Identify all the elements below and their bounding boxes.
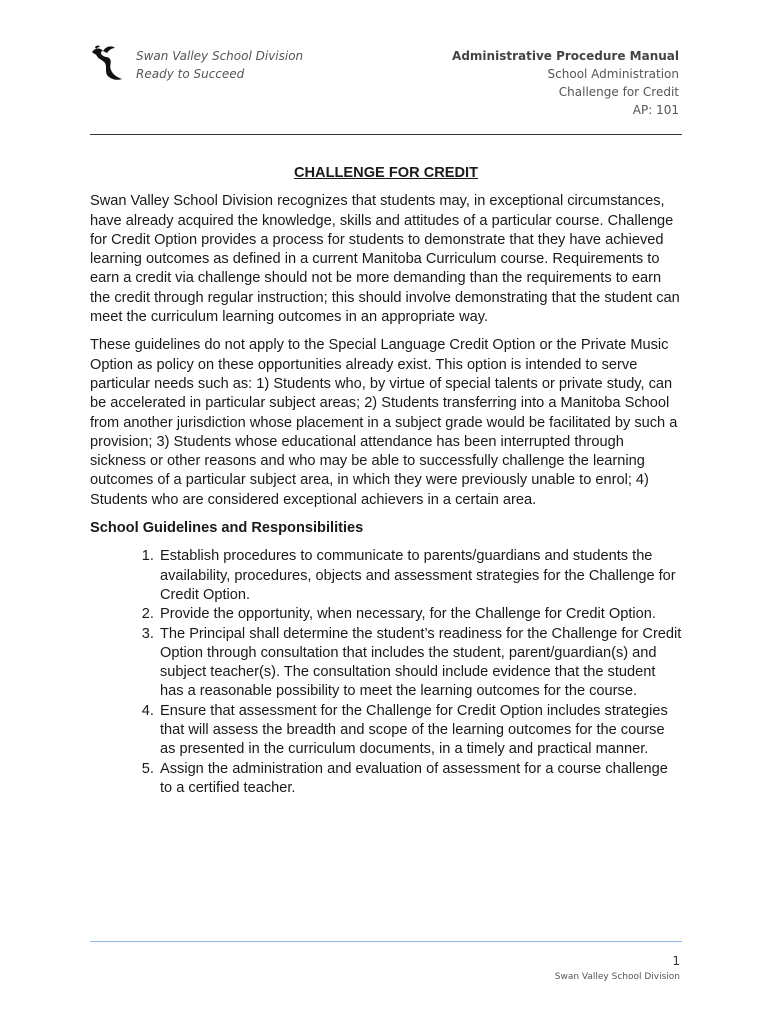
list-item: 4. Ensure that assessment for the Challenge for Credit Option includes strategies that will assess the breadth and scope of the learning outcomes for the course as presented in the curriculum documents, in a timely and practical manner. [158, 702, 682, 760]
list-item: 2. Provide the opportunity, when necessary, for the Challenge for Credit Option. [158, 605, 682, 624]
tagline: Ready to Succeed [136, 67, 245, 81]
paragraph: Swan Valley School Division recognizes that students may, in exceptional circumstances, have already acquired the knowledge, skills and attitudes of a particular course. Challenge for Credit Option provides a process for students to demonstrate that they have achieved learning outcomes as defined in a current Manitoba Curriculum course. Requirements to earn a credit via challenge should not be more demanding than the requirements to earn the credit through regular instruction; this should involve demonstrating that the student can meet the curriculum learning outcomes in an appropriate way. [90, 193, 680, 326]
procedure-code: AP: 101 [632, 103, 679, 117]
footer-org-name: Swan Valley School Division [554, 972, 680, 982]
org-name: Swan Valley School Division [136, 49, 304, 63]
category: School Administration [547, 67, 679, 81]
header-left [136, 47, 303, 83]
list-item: 1. Establish procedures to communicate to parents/guardians and students the availability, procedures, objects and assessment strategies for the Challenge for Credit Option. [158, 547, 682, 605]
swan-logo-icon [90, 44, 124, 82]
document-title: CHALLENGE FOR CREDIT [293, 165, 479, 181]
manual-title: Administrative Procedure Manual [452, 49, 679, 63]
header-divider [90, 134, 682, 135]
paragraph: These guidelines do not apply to the Special Language Credit Option or the Private Music Option as policy on these opportunities already exist. This option is intended to serve particular needs such as: 1) Students who, by virtue of special talents or private study, can be accelerated in particular subject areas; 2) Students transferring into a Manitoba School from another jurisdiction whose placement in a subject grade would be facilitated by such a provision; 3) Students whose educational attendance has been interrupted through sickness or other reasons and who may be able to successfully challenge the learning outcomes of a particular subject area, in which they were previously unable to enrol; 4) Students who are considered exceptional achievers in a certain area. [90, 337, 678, 508]
guidelines-list [90, 547, 682, 798]
footer-divider [90, 941, 682, 942]
list-item: 3. The Principal shall determine the student’s readiness for the Challenge for Credit Option through consultation that includes the student, parent/guardian(s) and subject teacher(s). The consultation should include evidence that the student has a reasonable possibility to meet the learning outcomes for the course. [158, 625, 682, 702]
document-body [90, 164, 682, 798]
list-item: 5. Assign the administration and evaluation of assessment for a course challenge to a certified teacher. [158, 760, 682, 799]
page-number: 1 [672, 954, 680, 968]
section-heading: School Guidelines and Responsibilities [90, 520, 364, 537]
header-right [452, 47, 679, 119]
procedure-name: Challenge for Credit [558, 85, 679, 99]
